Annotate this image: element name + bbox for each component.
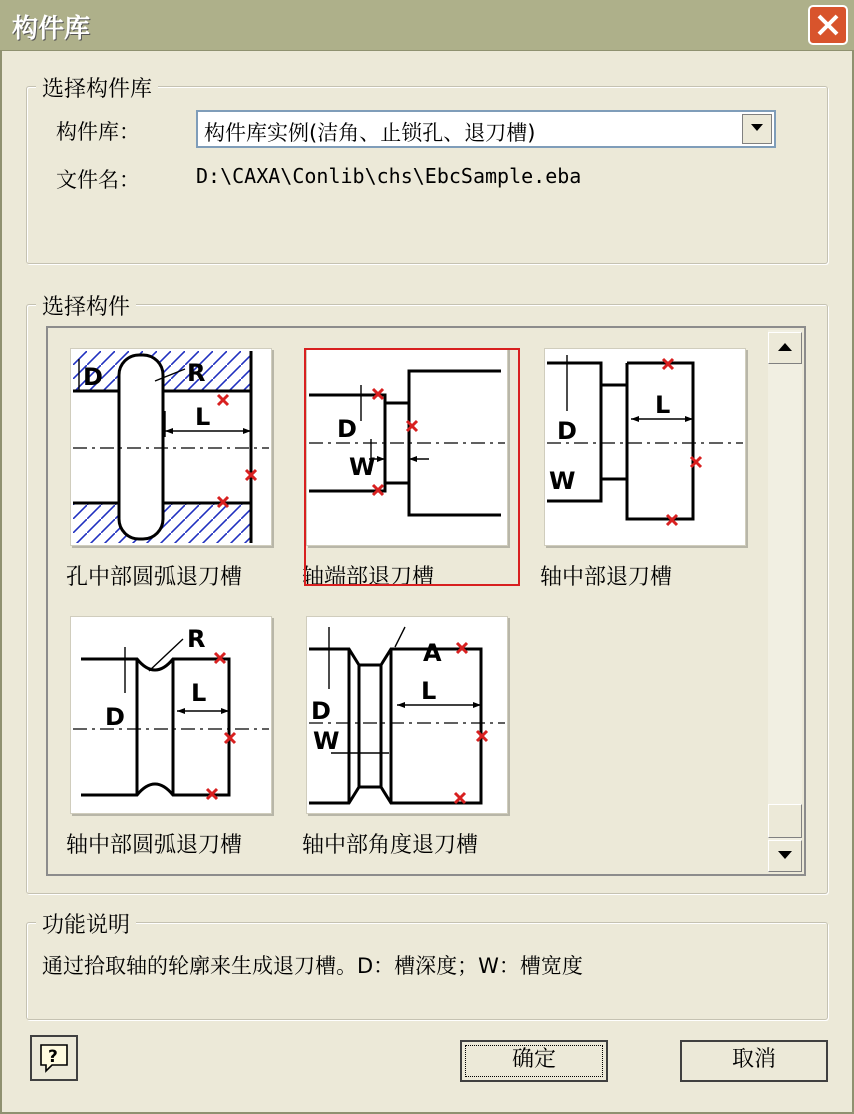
- library-select[interactable]: [196, 110, 776, 148]
- library-group-legend: 选择构件库: [36, 72, 158, 103]
- function-group-legend: 功能说明: [36, 908, 136, 939]
- library-select-value: 构件库实例(洁角、止锁孔、退刀槽): [204, 121, 536, 145]
- label-d: D: [337, 415, 357, 443]
- title-bar: [0, 0, 854, 51]
- hole-arc-groove-diagram: [73, 351, 269, 543]
- ok-button[interactable]: 确定: [460, 1040, 608, 1082]
- component-list[interactable]: [46, 326, 806, 876]
- shaft-mid-arc-groove-diagram: [73, 619, 269, 811]
- chevron-down-icon: [778, 851, 792, 859]
- component-caption: 轴中部退刀槽: [540, 565, 673, 590]
- label-l: L: [195, 403, 211, 431]
- label-l: L: [191, 679, 207, 707]
- label-d: D: [557, 417, 577, 445]
- file-label: 文件名：: [56, 168, 140, 192]
- shaft-mid-angle-groove-diagram: [309, 619, 505, 811]
- selection-highlight: [304, 348, 520, 586]
- component-thumbnail: [306, 616, 508, 814]
- chevron-up-icon: [778, 343, 792, 351]
- cancel-button[interactable]: 取消: [680, 1040, 828, 1082]
- component-caption: 轴中部角度退刀槽: [302, 833, 479, 858]
- component-caption: 轴端部退刀槽: [302, 565, 435, 590]
- component-thumbnail: [544, 348, 746, 546]
- component-thumbnail: [70, 616, 272, 814]
- label-d: D: [105, 703, 125, 731]
- label-w: W: [549, 467, 576, 495]
- close-button[interactable]: [808, 5, 848, 45]
- help-icon: [38, 1042, 70, 1074]
- label-r: R: [187, 625, 206, 653]
- scroll-down-button[interactable]: [768, 840, 802, 872]
- library-dropdown-button[interactable]: [742, 114, 772, 144]
- label-w: W: [313, 727, 340, 755]
- label-a: A: [423, 639, 442, 667]
- help-button[interactable]: [30, 1035, 78, 1081]
- file-path: D:\CAXA\Conlib\chs\EbcSample.eba: [196, 164, 582, 188]
- help-symbol: ?: [48, 1047, 58, 1067]
- component-caption: 轴中部圆弧退刀槽: [66, 833, 243, 858]
- close-icon: [816, 13, 840, 37]
- label-r: R: [187, 359, 206, 387]
- component-caption: 孔中部圆弧退刀槽: [66, 565, 243, 590]
- component-thumbnail: [70, 348, 272, 546]
- scroll-up-button[interactable]: [768, 332, 802, 364]
- label-w: W: [349, 453, 376, 481]
- shaft-mid-groove-diagram: [547, 351, 743, 543]
- window-title: 构件库: [12, 14, 91, 44]
- label-l: L: [655, 391, 671, 419]
- component-group-legend: 选择构件: [36, 290, 136, 321]
- label-d: D: [83, 363, 103, 391]
- scroll-thumb[interactable]: [768, 804, 802, 838]
- library-label: 构件库：: [56, 120, 140, 144]
- label-l: L: [421, 677, 437, 705]
- function-description: 通过拾取轴的轮廓来生成退刀槽。D：槽深度；W：槽宽度: [42, 954, 583, 978]
- component-list-scrollbar[interactable]: [768, 330, 802, 870]
- label-d: D: [311, 697, 331, 725]
- chevron-down-icon: [751, 124, 763, 132]
